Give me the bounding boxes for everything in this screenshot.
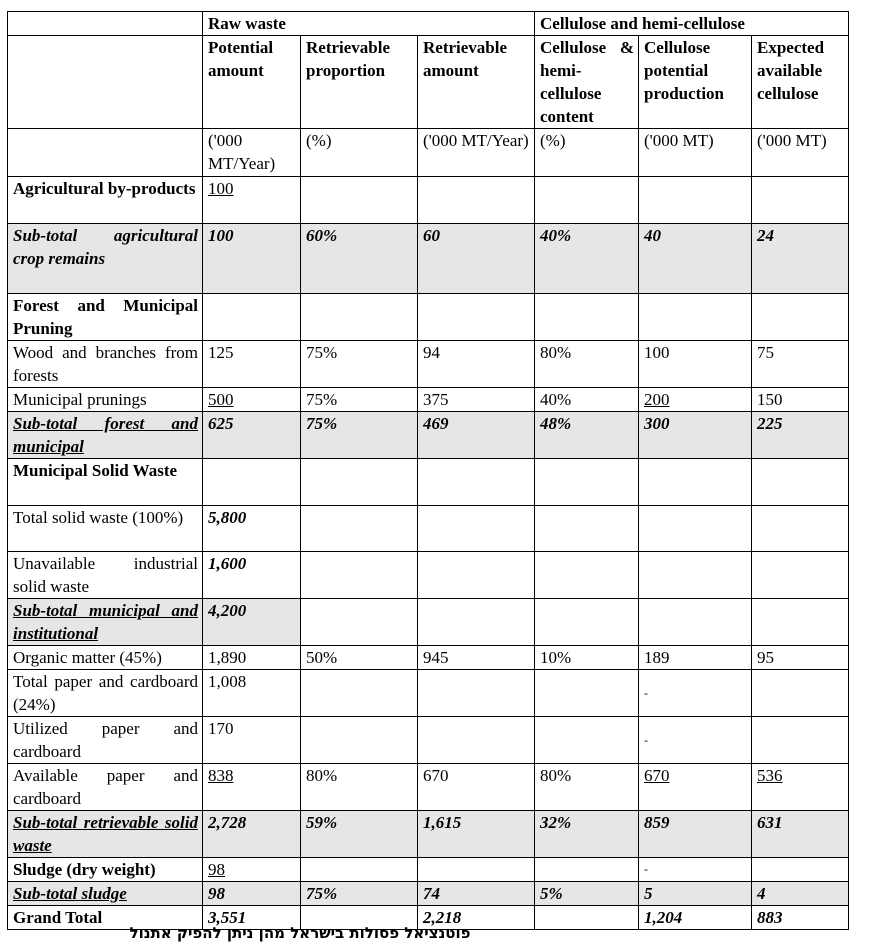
- header-empty-cell: [8, 36, 203, 129]
- cell: [639, 294, 752, 341]
- table-row: [8, 646, 849, 670]
- cell: [752, 717, 849, 764]
- row-label: Sludge (dry weight): [8, 858, 203, 882]
- cell: [418, 506, 535, 552]
- cell: [418, 717, 535, 764]
- cell: 375: [418, 388, 535, 412]
- cell: [203, 459, 301, 506]
- cell: 50%: [301, 646, 418, 670]
- header-empty-cell: [8, 12, 203, 36]
- cell: 2,218: [418, 906, 535, 930]
- cell: 3,551: [203, 906, 301, 930]
- cell: 75: [752, 341, 849, 388]
- cell: [639, 552, 752, 599]
- cell: 1,600: [203, 552, 301, 599]
- cell: 4: [752, 882, 849, 906]
- row-label: Utilized paper and cardboard: [8, 717, 203, 764]
- cell: 125: [203, 341, 301, 388]
- cell: [752, 858, 849, 882]
- cell: 838: [203, 764, 301, 811]
- units-empty-cell: [8, 129, 203, 177]
- col-header-retrievable-amount: Retrievable amount: [418, 36, 535, 129]
- cell: 883: [752, 906, 849, 930]
- cell: 1,008: [203, 670, 301, 717]
- unit-potential-amount: ('000 MT/Year): [203, 129, 301, 177]
- cell: 631: [752, 811, 849, 858]
- cell: [752, 670, 849, 717]
- cell: 945: [418, 646, 535, 670]
- cell: 98: [203, 882, 301, 906]
- cell: [752, 177, 849, 224]
- col-header-potential-amount: Potential amount: [203, 36, 301, 129]
- cell: 469: [418, 412, 535, 459]
- cell: [418, 552, 535, 599]
- cell: 225: [752, 412, 849, 459]
- cell: 60%: [301, 224, 418, 294]
- cell: 98: [203, 858, 301, 882]
- cell: [418, 459, 535, 506]
- cell: 625: [203, 412, 301, 459]
- cell: [418, 294, 535, 341]
- cell: 100: [203, 224, 301, 294]
- row-label: Total solid waste (100%): [8, 506, 203, 552]
- table-row: [8, 459, 849, 506]
- cell: [639, 177, 752, 224]
- cell: 300: [639, 412, 752, 459]
- cellulose-group-header: Cellulose and hemi-cellulose: [535, 12, 849, 36]
- cell: [535, 459, 639, 506]
- cell: 75%: [301, 412, 418, 459]
- col-header-cellulose-production: Cellulose potential production: [639, 36, 752, 129]
- cell: 74: [418, 882, 535, 906]
- cell: [535, 599, 639, 646]
- table-row: [8, 506, 849, 552]
- cell: 100: [639, 341, 752, 388]
- table-row: [8, 294, 849, 341]
- cell: 80%: [535, 764, 639, 811]
- cell: 32%: [535, 811, 639, 858]
- row-label: Agricultural by-products: [8, 177, 203, 224]
- cell: 859: [639, 811, 752, 858]
- cell: 48%: [535, 412, 639, 459]
- cell: 75%: [301, 388, 418, 412]
- row-label: Grand Total: [8, 906, 203, 930]
- cell: 2,728: [203, 811, 301, 858]
- cell: 670: [418, 764, 535, 811]
- cell: 24: [752, 224, 849, 294]
- col-header-retrievable-proportion: Retrievable proportion: [301, 36, 418, 129]
- cell: 40: [639, 224, 752, 294]
- cell: [752, 552, 849, 599]
- unit-cellulose-production: ('000 MT): [639, 129, 752, 177]
- col-header-expected-cellulose: Expected available cellulose: [752, 36, 849, 129]
- cell: 95: [752, 646, 849, 670]
- row-label: Sub-total forest and municipal: [8, 412, 203, 459]
- unit-retrievable-amount: ('000 MT/Year): [418, 129, 535, 177]
- cell: 4,200: [203, 599, 301, 646]
- cell: 170: [203, 717, 301, 764]
- cell: [752, 599, 849, 646]
- table-row: [8, 764, 849, 811]
- cell: 5%: [535, 882, 639, 906]
- cell: [752, 294, 849, 341]
- cellulose-potential-table: [7, 11, 849, 930]
- cell: 75%: [301, 341, 418, 388]
- table-row: [8, 412, 849, 459]
- cell: [752, 459, 849, 506]
- row-label: Total paper and cardboard (24%): [8, 670, 203, 717]
- cell: 75%: [301, 882, 418, 906]
- row-label: Available paper and cardboard: [8, 764, 203, 811]
- row-label: Municipal prunings: [8, 388, 203, 412]
- table-row: [8, 599, 849, 646]
- cell: 40%: [535, 388, 639, 412]
- cell: 5: [639, 882, 752, 906]
- cell: [535, 670, 639, 717]
- cell: 5,800: [203, 506, 301, 552]
- cell: [639, 599, 752, 646]
- table-row: [8, 177, 849, 224]
- cell: 189: [639, 646, 752, 670]
- cell: 60: [418, 224, 535, 294]
- unit-retrievable-proportion: (%): [301, 129, 418, 177]
- table-row: [8, 670, 849, 717]
- cell: 94: [418, 341, 535, 388]
- cell: [535, 858, 639, 882]
- row-label: Municipal Solid Waste: [8, 459, 203, 506]
- cell: [301, 177, 418, 224]
- raw-waste-header: Raw waste: [203, 12, 535, 36]
- cell: 150: [752, 388, 849, 412]
- unit-expected-cellulose: ('000 MT): [752, 129, 849, 177]
- cell: [301, 294, 418, 341]
- cell: [301, 717, 418, 764]
- cell: [203, 294, 301, 341]
- cell: [301, 670, 418, 717]
- cell: [535, 294, 639, 341]
- cell: [535, 717, 639, 764]
- row-label: Sub-total agricultural crop remains: [8, 224, 203, 294]
- cell: [301, 552, 418, 599]
- cell: [418, 858, 535, 882]
- cell: 1,615: [418, 811, 535, 858]
- cell: [535, 552, 639, 599]
- cell: [752, 506, 849, 552]
- row-label: Wood and branches from forests: [8, 341, 203, 388]
- unit-cellulose-content: (%): [535, 129, 639, 177]
- cell: [535, 177, 639, 224]
- cell: 80%: [301, 764, 418, 811]
- table-row: [8, 224, 849, 294]
- cell: [639, 459, 752, 506]
- table-row: [8, 717, 849, 764]
- cell: 40%: [535, 224, 639, 294]
- row-label: Sub-total sludge: [8, 882, 203, 906]
- cell: [418, 670, 535, 717]
- cell: [301, 506, 418, 552]
- cell: 200: [639, 388, 752, 412]
- row-label: Organic matter (45%): [8, 646, 203, 670]
- cell: 80%: [535, 341, 639, 388]
- cell: 1,204: [639, 906, 752, 930]
- table-row: [8, 341, 849, 388]
- table-row: [8, 882, 849, 906]
- col-header-cellulose-content: Cellulose & hemi-cellulose content: [535, 36, 639, 129]
- row-label: Sub-total municipal and institutional: [8, 599, 203, 646]
- cell: 1,890: [203, 646, 301, 670]
- cell: [418, 599, 535, 646]
- cell: [301, 599, 418, 646]
- table-row: [8, 388, 849, 412]
- row-label: Sub-total retrievable solid waste: [8, 811, 203, 858]
- cell: 670: [639, 764, 752, 811]
- cell: 536: [752, 764, 849, 811]
- table-row: [8, 552, 849, 599]
- row-label: Forest and Municipal Pruning: [8, 294, 203, 341]
- cell: [535, 506, 639, 552]
- row-label: Unavailable industrial solid waste: [8, 552, 203, 599]
- table-caption: פוטנציאל פסולות בישראל מהן ניתן להפיק אתנול: [129, 924, 471, 942]
- cell: -: [639, 717, 752, 764]
- table-row: [8, 811, 849, 858]
- cell: 59%: [301, 811, 418, 858]
- cell: [639, 506, 752, 552]
- cell: -: [639, 670, 752, 717]
- cell: [301, 459, 418, 506]
- cell: 500: [203, 388, 301, 412]
- cell: -: [639, 858, 752, 882]
- cell: 100: [203, 177, 301, 224]
- cell: [301, 858, 418, 882]
- table-row: [8, 858, 849, 882]
- cell: 10%: [535, 646, 639, 670]
- cell: [418, 177, 535, 224]
